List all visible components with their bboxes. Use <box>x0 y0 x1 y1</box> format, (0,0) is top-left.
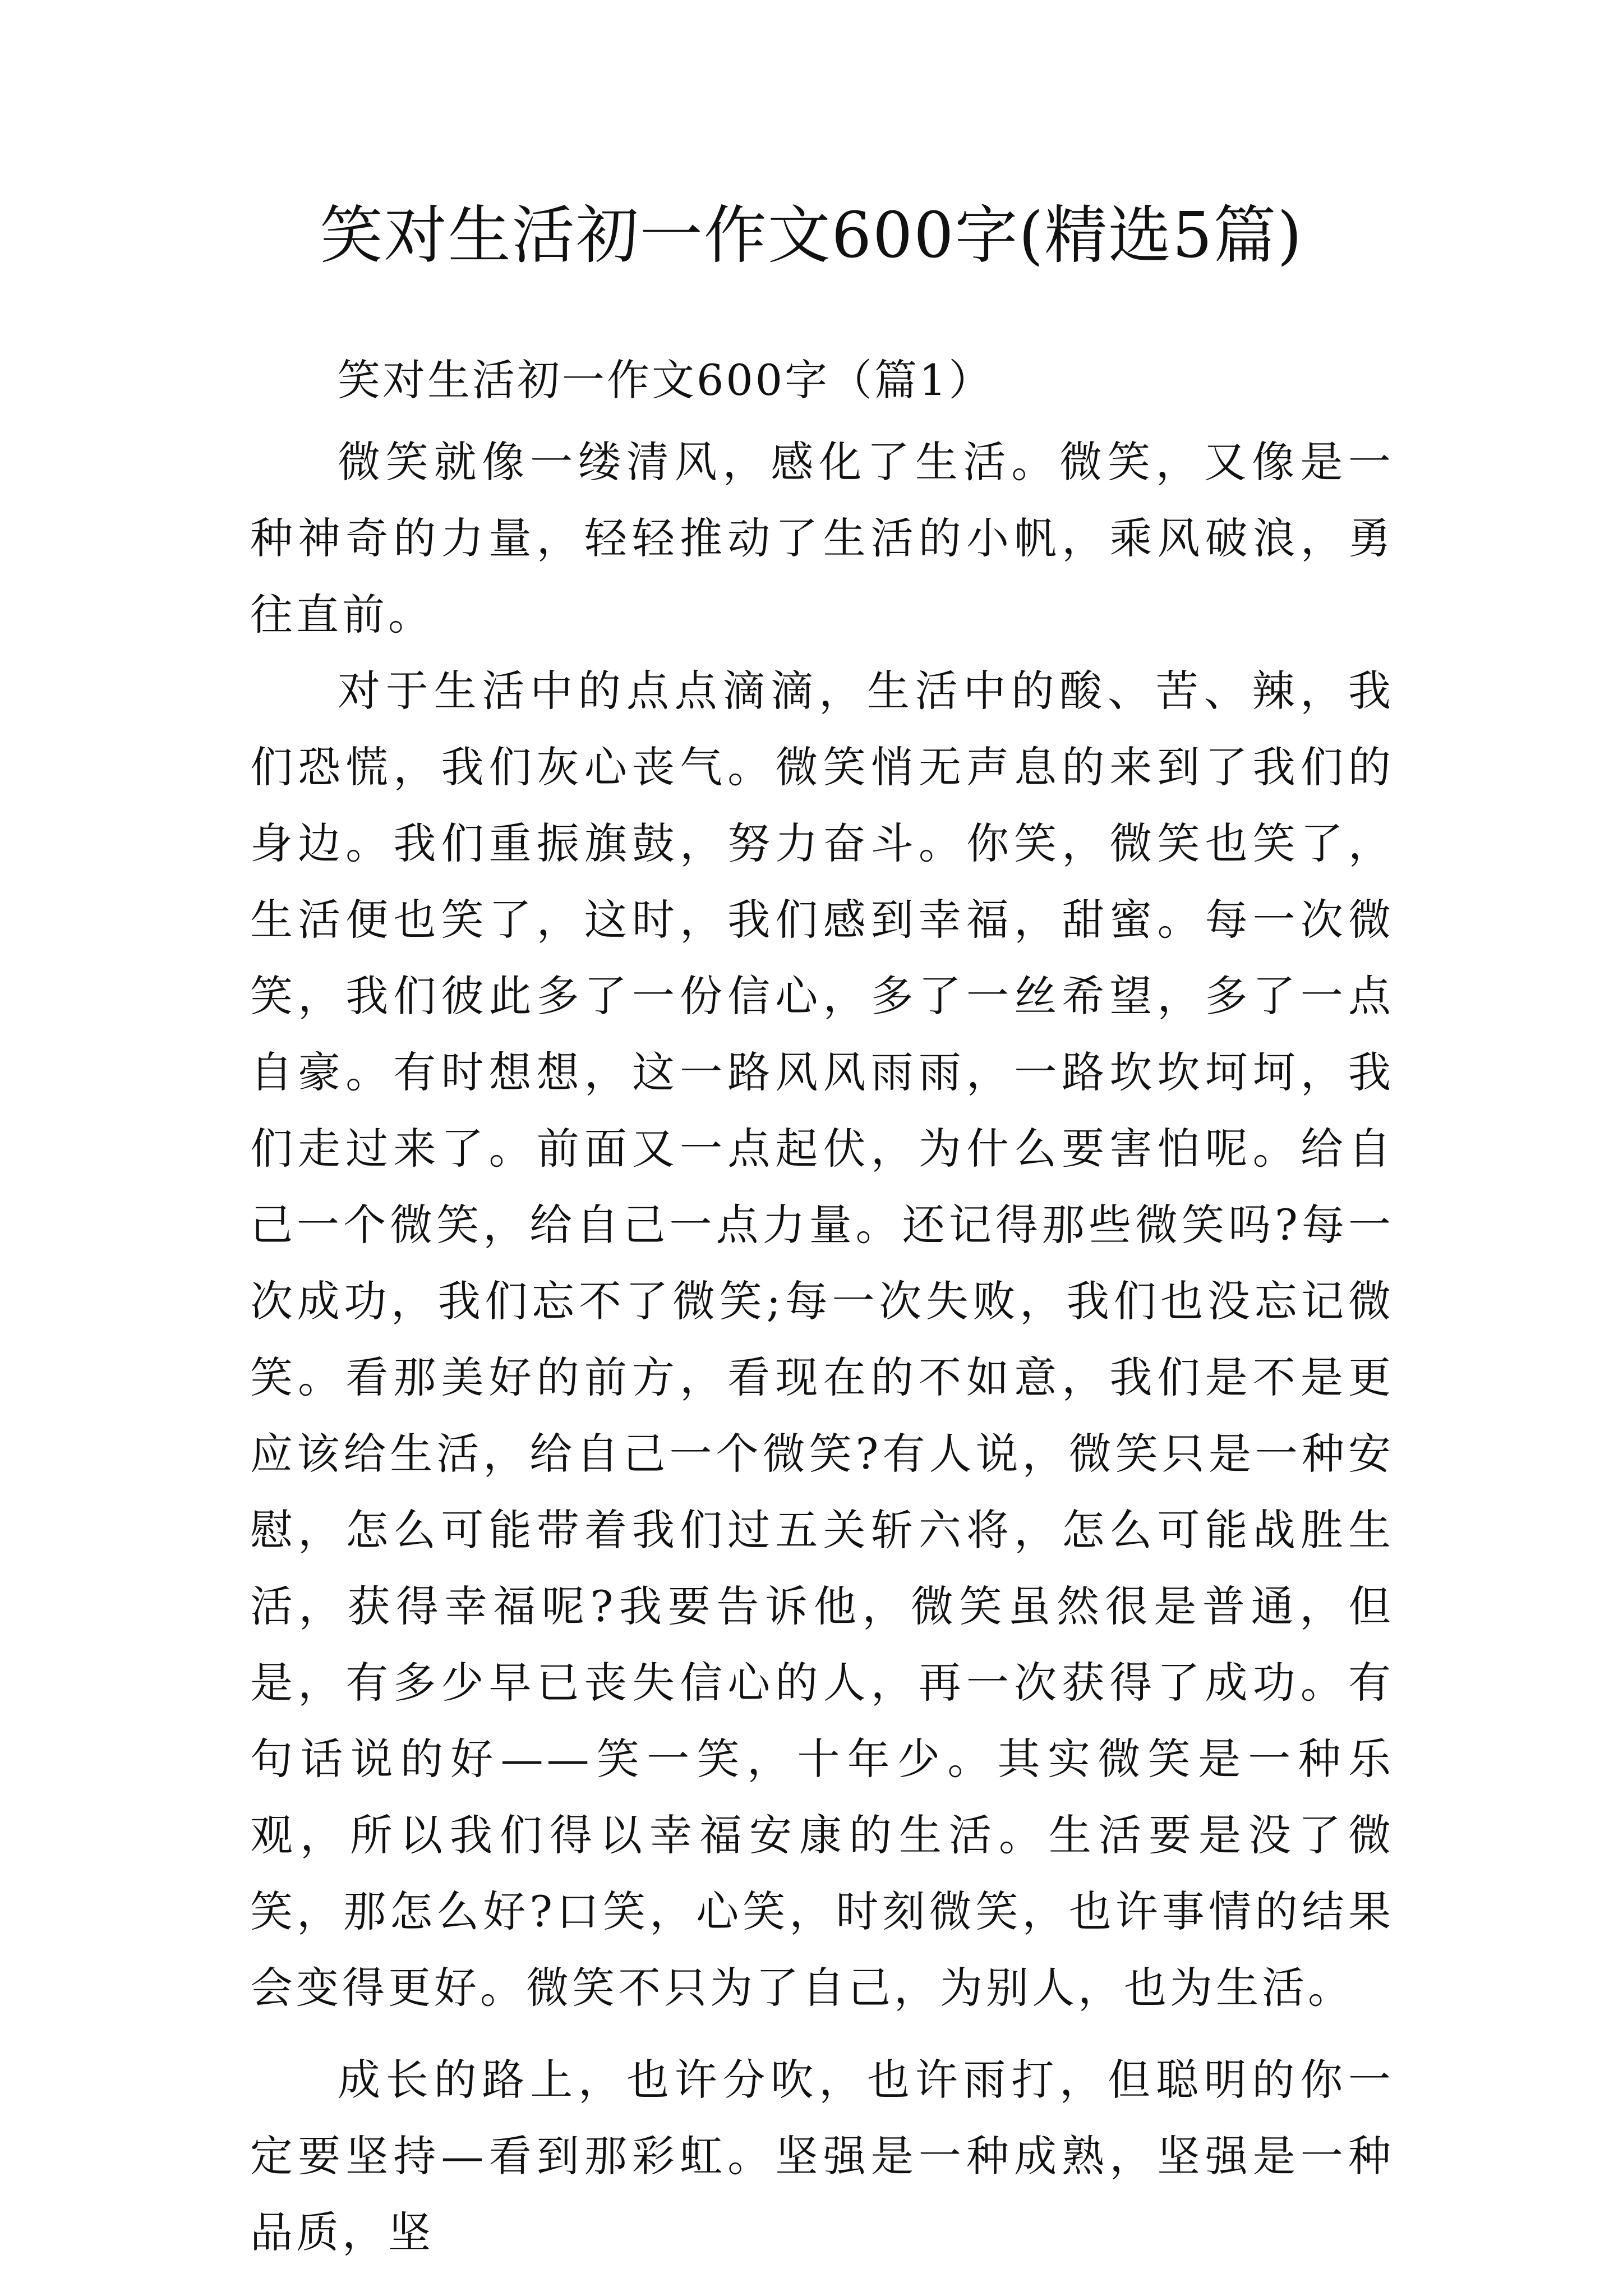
section-heading: 笑对生活初一作文600字（篇1） <box>338 355 994 405</box>
paragraph-1: 微笑就像一缕清风，感化了生活。微笑，又像是一种神奇的力量，轻轻推动了生活的小帆，乘风破浪，勇往直前。 <box>250 437 1394 639</box>
paragraph-3: 成长的路上，也许分吹，也许雨打，但聪明的你一定要坚持—看到那彩虹。坚强是一种成熟，坚强是一种品质，坚 <box>250 2055 1394 2257</box>
document-title: 笑对生活初一作文600字(精选5篇) <box>320 199 1303 272</box>
paragraph-2: 对于生活中的点点滴滴，生活中的酸、苦、辣，我们恐慌，我们灰心丧气。微笑悄无声息的来到了我们的身边。我们重振旗鼓，努力奋斗。你笑，微笑也笑了，生活便也笑了，这时，我们感到幸福，甜蜜。每一次微笑，我们彼此多了一份信心，多了一丝希望，多了一点自豪。有时想想，这一路风风雨雨，一路坎坎坷坷，我们走过来了。前面又一点起伏，为什么要害怕呢。给自己一个微笑，给自己一点力量。还记得那些微笑吗?每一次成功，我们忘不了微笑;每一次失败，我们也没忘记微笑。看那美好的前方，看现在的不如意，我们是不是更应该给生活，给自己一个微笑?有人说，微笑只是一种安慰，怎么可能带着我们过五关斩六将，怎么可能战胜生活，获得幸福呢?我要告诉他，微笑虽然很是普通，但是，有多少早已丧失信心的人，再一次获得了成功。有句话说的好——笑一笑，十年少。其实微笑是一种乐观，所以我们得以幸福安康的生活。生活要是没了微笑，那怎么好?口笑，心笑，时刻微笑，也许事情的结果会变得更好。微笑不只为了自己，为别人，也为生活。 <box>250 666 1394 2013</box>
document-body <box>250 342 1394 2271</box>
